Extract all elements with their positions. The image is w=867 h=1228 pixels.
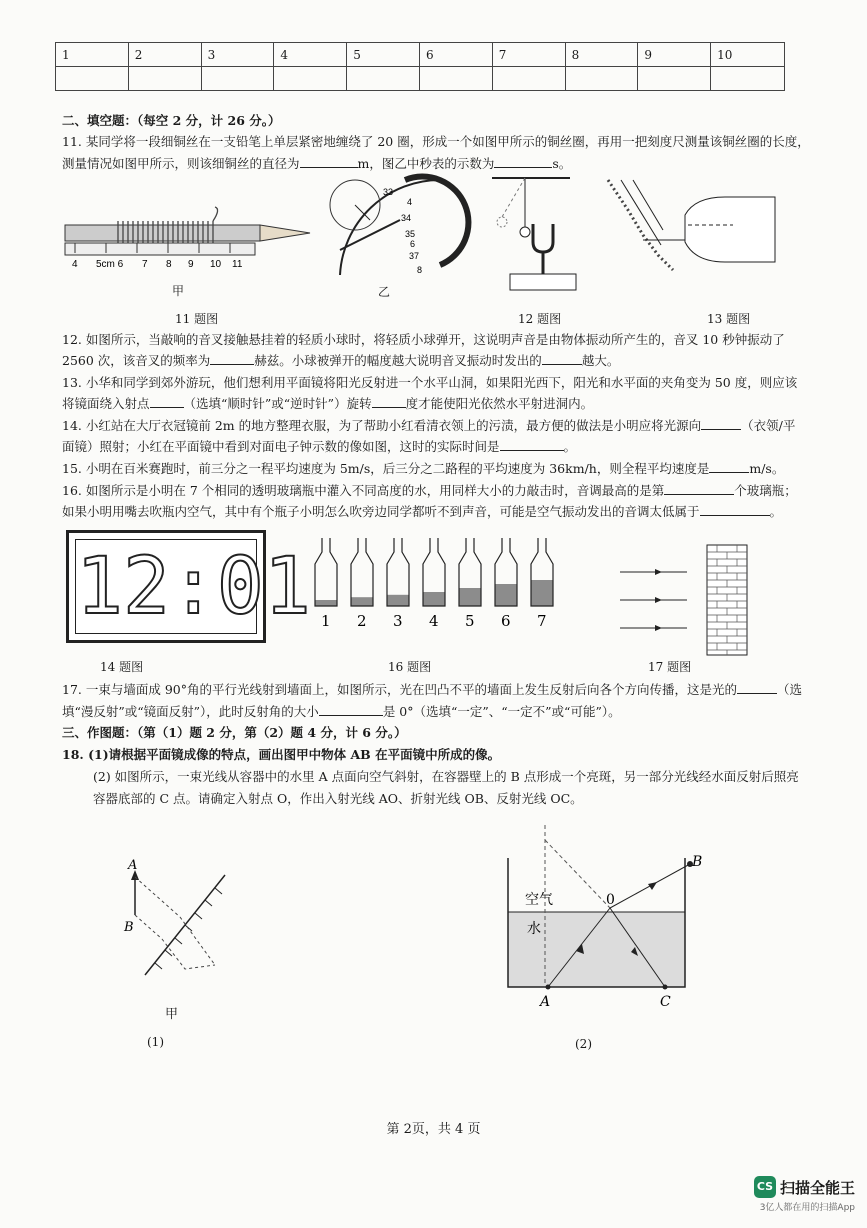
bottle-water: [459, 588, 481, 606]
bottle-1: [315, 538, 337, 630]
dial-label: 4: [407, 197, 413, 207]
q15-text-a: 15. 小明在百米赛跑时，前三分之一程平均速度为 5m/s，后三分之二路程的平均速度为 36km/h，则全程平均速度是: [62, 461, 710, 476]
bottle-water: [423, 592, 445, 606]
bottle-label: 7: [537, 612, 547, 630]
caption-16: 16 题图: [388, 660, 432, 674]
q13-text-a: 将镜面绕入射点: [62, 396, 150, 411]
q13-blank-degrees[interactable]: [372, 395, 406, 408]
answer-cell-blank[interactable]: [347, 67, 420, 91]
caption-18-2: (2): [575, 1037, 592, 1051]
figure-12-tuning-fork: [490, 172, 590, 297]
ruler-label: 10: [210, 259, 222, 270]
q17-text-b: （选: [776, 682, 802, 697]
label-b2: B: [692, 854, 703, 870]
tuning-fork: [533, 224, 553, 252]
answer-cell-number: 1: [56, 43, 129, 67]
pencil-tip: [260, 225, 310, 241]
q11-blank-diameter[interactable]: [300, 155, 358, 168]
figure-11-yi-stopwatch: [325, 175, 445, 280]
caption-13: 13 题图: [707, 312, 751, 326]
bottle-7: [531, 538, 553, 630]
light-ball: [520, 227, 530, 237]
q16-blank-infrasound[interactable]: [700, 503, 770, 516]
caption-yi: 乙: [378, 285, 391, 299]
scanner-tagline: 3亿人都在用的扫描App: [759, 1203, 855, 1213]
page-footer: 第 2页，共 4 页: [386, 1122, 481, 1137]
q17-line2: [62, 703, 797, 721]
q17-text-a: 17. 一束与墙面成 90°角的平行光线射到墙面上，如图所示，光在凹凸不平的墙面上发生反射后向各个方向传播，这是光的: [62, 682, 737, 697]
answer-cell-number: 8: [565, 43, 638, 67]
label-b: B: [124, 920, 134, 935]
q15-text-b: m/s。: [749, 461, 785, 476]
fork-base: [510, 274, 576, 290]
answer-number-row: [56, 43, 785, 67]
q14-line2: [62, 438, 797, 456]
q14-text-b: （衣领/平: [741, 418, 796, 433]
q12-blank-loudness[interactable]: [542, 352, 582, 365]
caption-18-1: (1): [147, 1035, 164, 1049]
figure-14-clock: [66, 530, 311, 643]
scanner-watermark: [754, 1176, 855, 1213]
q17-text-d: 是 0°（选填“一定”、“一定不”或“可能”）。: [382, 704, 621, 719]
q16-text-d: 。: [769, 504, 783, 519]
caption-jia: 甲: [172, 284, 185, 298]
q11-blank-stopwatch[interactable]: [494, 155, 552, 168]
caption-18-jia: 甲: [165, 1007, 179, 1022]
answer-cell-number: 2: [128, 43, 201, 67]
q18-line3: 容器底部的 C 点。请确定入射点 O，作出入射光线 AO、折射光线 OB、反射光线 OC。: [93, 791, 583, 806]
q14-line1: [62, 417, 797, 435]
string-displaced: [502, 178, 525, 217]
q14-blank-light-source[interactable]: [701, 417, 741, 430]
q18-line2: (2) 如图所示，一束光线从容器中的水里 A 点面向空气斜射，在容器壁上的 B 点形成一个亮斑，另一部分光线经水面反射后照亮: [93, 769, 799, 784]
ray-arrows: [655, 569, 662, 631]
answer-cell-number: 7: [492, 43, 565, 67]
scanner-brand-name: 扫描全能王: [779, 1178, 855, 1197]
bottle-label: 4: [429, 612, 439, 630]
caption-12: 12 题图: [518, 312, 562, 326]
q18-line1: 18. (1)请根据平面镜成像的特点，画出图甲中物体 AB 在平面镜中所成的像。: [62, 747, 501, 762]
answer-cell-blank[interactable]: [565, 67, 638, 91]
label-a: A: [128, 858, 138, 873]
ruler-label: 11: [232, 259, 243, 270]
construction-lines: [135, 877, 215, 969]
sun-ray: [633, 180, 663, 230]
answer-cell-number: 5: [347, 43, 420, 67]
q14-text-d: 。: [563, 439, 577, 454]
bottle-3: [387, 538, 409, 630]
dial-label: 33: [383, 187, 394, 197]
bottle-water: [495, 584, 517, 606]
answer-cell-blank[interactable]: [492, 67, 565, 91]
dial-label: 6: [410, 239, 416, 249]
section-2-header: 二、填空题：（每空 2 分，计 26 分。）: [62, 113, 281, 128]
ruler-label: 8: [166, 259, 172, 270]
section-3-header: 三、作图题：（第（1）题 2 分，第（2）题 4 分，计 6 分。）: [62, 725, 407, 740]
bottle-label: 5: [465, 612, 475, 630]
q17-line1: [62, 681, 802, 699]
scanner-logo-icon: CS: [754, 1176, 776, 1198]
label-o: 0: [606, 892, 615, 908]
q12-text-b: 赫兹。小球被弹开的幅度越大说明音叉振动时发出的: [254, 353, 542, 368]
answer-cell-number: 4: [274, 43, 347, 67]
dial-label: 8: [417, 265, 423, 275]
q12-blank-frequency[interactable]: [210, 352, 254, 365]
q13-blank-direction[interactable]: [150, 395, 184, 408]
sun-ray: [621, 180, 661, 245]
q15-line1: [62, 460, 797, 478]
figure-18-1-mirror: [120, 855, 260, 985]
answer-cell-number: 6: [419, 43, 492, 67]
q12-text-c: 越大。: [581, 353, 620, 368]
refracted-arrow: [648, 882, 657, 890]
dial-label: 37: [409, 251, 420, 261]
bottle-outline: [351, 538, 373, 606]
answer-cell-blank[interactable]: [56, 67, 129, 91]
figure-17-wall: [615, 540, 765, 660]
q11-text-c: s。: [552, 156, 572, 171]
caption-17: 17 题图: [648, 660, 692, 674]
answer-blank-row: [56, 67, 785, 91]
q14-text-a: 14. 小红站在大厅衣冠镜前 2m 的地方整理衣服，为了帮助小红看清衣领上的污渍，最方便的做法是小明应将光源向: [62, 418, 702, 433]
q13-line2: [62, 395, 797, 413]
dial-label: 34: [401, 213, 412, 223]
q12-text-a: 2560 次，该音叉的频率为: [62, 353, 211, 368]
caption-14: 14 题图: [100, 660, 144, 674]
q14-blank-actual-time[interactable]: [500, 438, 564, 451]
bottle-5: [459, 538, 481, 630]
bottle-water: [315, 600, 337, 606]
answer-cell-blank[interactable]: [201, 67, 274, 91]
label-a2: A: [540, 994, 551, 1010]
q11-text-b: m，图乙中秒表的示数为: [357, 156, 495, 171]
answer-cell-number: 9: [638, 43, 711, 67]
parallel-rays: [620, 572, 687, 628]
q16-line2: [62, 503, 797, 521]
bottle-2: [351, 538, 373, 630]
answer-cell-blank[interactable]: [274, 67, 347, 91]
q13-line1: 13. 小华和同学到郊外游玩，他们想利用平面镜将阳光反射进一个水平山洞，如果阳光西下，阳光和水平面的夹角变为 50 度，则应该: [62, 375, 798, 390]
q17-text-c: 填“漫反射”或“镜面反射”），此时反射角的大小: [62, 704, 319, 719]
q16-text-c: 如果小明用嘴去吹瓶内空气，其中有个瓶子小明怎么吹旁边同学都听不到声音，可能是空气振动发出的音调太低属于: [62, 504, 700, 519]
q12-line2: [62, 352, 797, 370]
ruler-labels: [72, 259, 243, 270]
q13-text-c: 度才能使阳光依然水平射进洞内。: [405, 396, 594, 411]
answer-cell-number: 3: [201, 43, 274, 67]
answer-cell-blank[interactable]: [711, 67, 785, 91]
q12-line1: 12. 如图所示，当敲响的音叉接触悬挂着的轻质小球时，将轻质小球弹开，这说明声音是由物体振动所产生的，音叉 10 秒钟振动了: [62, 332, 785, 347]
dial-labels: [383, 187, 422, 275]
answer-cell-blank[interactable]: [419, 67, 492, 91]
label-air: 空气: [525, 892, 553, 908]
q16-blank-bottle[interactable]: [664, 482, 734, 495]
bottle-6: [495, 538, 517, 630]
point-c: [663, 985, 668, 990]
ruler-label: 4: [72, 259, 78, 270]
cave: [685, 197, 775, 262]
q15-blank-speed[interactable]: [709, 460, 749, 473]
bottle-water: [387, 595, 409, 606]
bottle-label: 2: [357, 612, 367, 630]
figure-13-cave: [603, 175, 783, 285]
label-water: 水: [527, 921, 541, 937]
bottle-water: [531, 580, 553, 606]
answer-cell-number: 10: [711, 43, 785, 67]
bottle-label: 1: [321, 612, 331, 630]
caption-11: 11 题图: [175, 312, 219, 326]
answer-cell-blank[interactable]: [638, 67, 711, 91]
ruler: [65, 243, 255, 255]
q17-blank-reflection[interactable]: [737, 681, 777, 694]
figure-16-bottles: [310, 536, 560, 631]
answer-cell-blank[interactable]: [128, 67, 201, 91]
q11-text-a: 测量情况如图甲所示，则该细铜丝的直径为: [62, 156, 300, 171]
label-c: C: [660, 994, 671, 1010]
clock-display: 12:01: [75, 539, 257, 634]
ruler-label: 5cm 6: [96, 259, 124, 270]
ruler-label: 9: [188, 259, 194, 270]
q13-text-b: （选填“顺时针”或“逆时针”）旋转: [183, 396, 372, 411]
q11-line1: 11. 某同学将一段细铜丝在一支铅笔上单层紧密地缠绕了 20 圈，形成一个如图甲所示的铜丝圈，再用一把刻度尺测量该铜丝圈的长度，: [62, 134, 810, 149]
answer-table: [55, 42, 785, 91]
bottle-water: [351, 597, 373, 606]
ruler-label: 7: [142, 259, 148, 270]
figure-11-jia: [60, 195, 320, 295]
q14-text-c: 面镜）照射；小红在平面镜中看到对面电子钟示数的像如图，这时的实际时间是: [62, 439, 500, 454]
q16-text-a: 16. 如图所示是小明在 7 个相同的透明玻璃瓶中灌入不同高度的水，用同样大小的力敲击时，音调最高的是第: [62, 483, 665, 498]
q17-blank-angle[interactable]: [319, 703, 383, 716]
bottle-label: 3: [393, 612, 403, 630]
dial-label: 35: [405, 229, 416, 239]
figure-18-2-container: [500, 820, 720, 1015]
virtual-ray: [545, 840, 610, 908]
q16-line1: [62, 482, 797, 500]
bottle-outline: [315, 538, 337, 606]
bottle-4: [423, 538, 445, 630]
hillside: [608, 180, 673, 270]
q11-line2: [62, 155, 797, 173]
bottle-label: 6: [501, 612, 511, 630]
q16-text-b: 个玻璃瓶；: [734, 483, 797, 498]
point-a: [546, 985, 551, 990]
ball-displaced: [497, 217, 507, 227]
copper-coil: [118, 207, 218, 243]
